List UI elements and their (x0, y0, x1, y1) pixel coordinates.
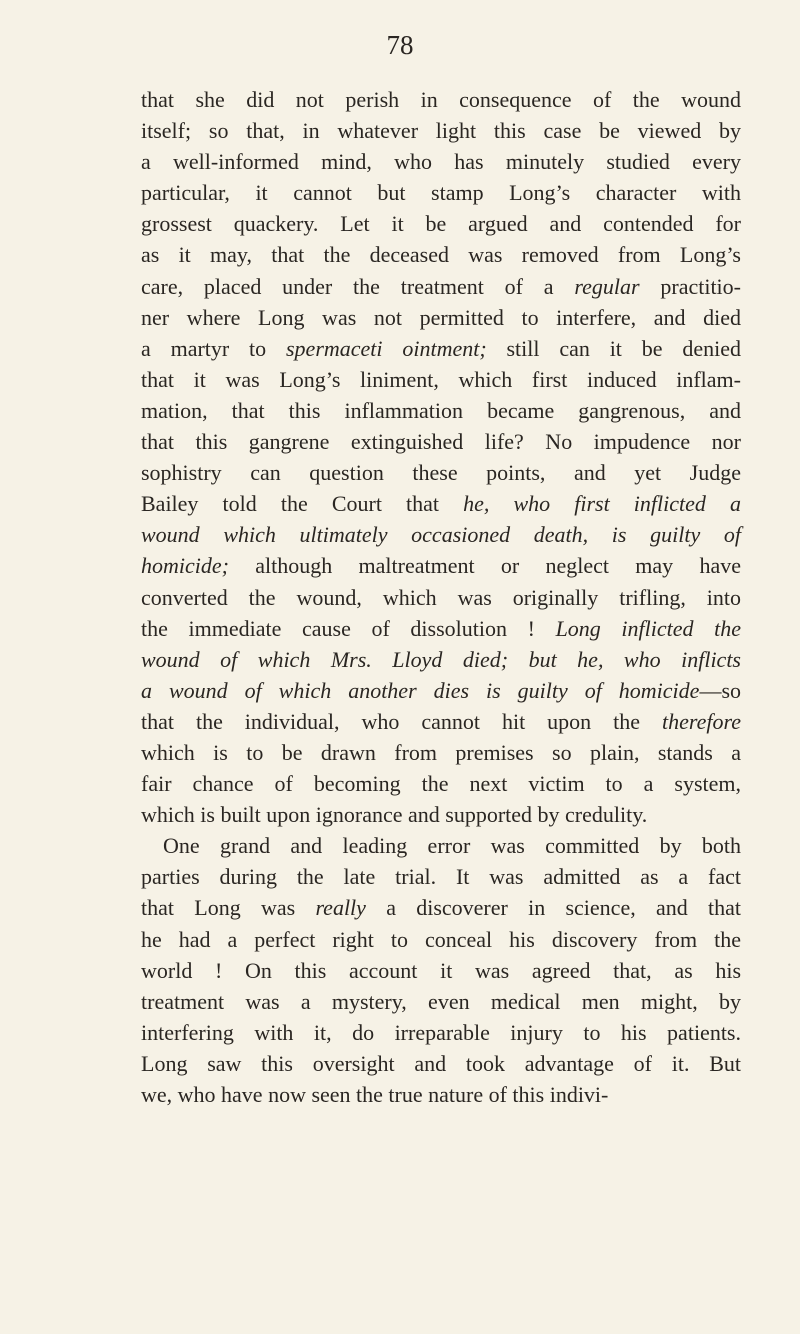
text-segment: care, placed under the treatment of a (141, 273, 575, 299)
text-line (141, 395, 741, 426)
text-segment: interfering with it, do irreparable injury to his patients. (141, 1019, 741, 1045)
text-line (141, 830, 741, 861)
text-segment: that she did not perish in consequence of the wound (141, 87, 741, 112)
text-line (141, 115, 741, 146)
text-segment: Long saw this oversight and took advantage of it. But (141, 1050, 741, 1076)
text-line (141, 892, 741, 923)
text-line (141, 675, 741, 706)
text-segment: he had a perfect right to conceal his discovery from the (141, 926, 741, 952)
italic-text: wound which ultimately occasioned death, is guilty of (141, 522, 741, 548)
text-segment: although maltreatment or neglect may have (228, 553, 741, 579)
text-line (141, 768, 741, 799)
text-line (141, 1048, 741, 1079)
text-segment: grossest quackery. Let it be argued and contended for (141, 211, 741, 237)
text-segment: that the individual, who cannot hit upon the (141, 708, 662, 734)
text-line (141, 582, 741, 613)
text-segment: still can it be denied (486, 335, 741, 361)
text-segment: —so (699, 677, 741, 703)
page-number: 78 (386, 30, 414, 60)
text-segment: world ! On this account it was agreed that, as his (141, 957, 741, 983)
italic-text: spermaceti ointment; (286, 335, 487, 361)
text-line (141, 208, 741, 239)
italic-text: he, who first inflicted a (463, 491, 741, 517)
text-segment: a well-informed mind, who has minutely studied every (141, 149, 741, 175)
text-segment: that this gangrene extinguished life? No impudence nor (141, 429, 741, 455)
text-line (141, 271, 741, 302)
text-line (141, 955, 741, 986)
italic-text: a wound of which another dies is guilty of homicide (141, 677, 700, 703)
text-segment: particular, it cannot but stamp Long’s character with (141, 180, 741, 206)
text-line (141, 737, 741, 768)
text-line (141, 861, 741, 892)
text-segment: that Long was (141, 895, 316, 921)
text-line (141, 364, 741, 395)
body-text (141, 84, 741, 1110)
text-segment: practitio- (639, 273, 741, 299)
text-segment: sophistry can question these points, and yet Judge (141, 460, 741, 486)
text-segment: a discoverer in science, and that (365, 895, 741, 921)
text-segment: a martyr to (141, 335, 286, 361)
italic-text: homicide; (141, 553, 229, 579)
italic-text: Long inflicted the (555, 615, 742, 641)
text-segment: ner where Long was not permitted to interfere, and died (141, 304, 741, 330)
text-line (141, 488, 741, 519)
text-segment: parties during the late trial. It was admitted as a fact (141, 864, 741, 890)
text-line (141, 84, 741, 115)
text-line (141, 239, 741, 270)
text-line (141, 1017, 741, 1048)
text-line (141, 333, 741, 364)
text-line (141, 302, 741, 333)
text-line (141, 706, 741, 737)
text-line (141, 613, 741, 644)
text-line (141, 644, 741, 675)
text-segment: we, who have now seen the true nature of this indivi- (141, 1082, 609, 1107)
text-segment: that it was Long’s liniment, which first induced inflam- (141, 366, 741, 392)
text-segment: converted the wound, which was originally trifling, into (141, 584, 741, 610)
italic-text: therefore (661, 708, 741, 734)
text-line (141, 146, 741, 177)
text-line (141, 986, 741, 1017)
text-segment: treatment was a mystery, even medical men might, by (141, 988, 741, 1014)
italic-text: really (315, 895, 366, 921)
text-line (141, 550, 741, 581)
text-segment: which is built upon ignorance and supported by credulity. (141, 802, 648, 828)
italic-text: regular (574, 273, 640, 299)
text-line (141, 799, 741, 830)
text-line (141, 457, 741, 488)
text-segment: as it may, that the deceased was removed from Long’s (141, 242, 741, 268)
italic-text: wound of which Mrs. Lloyd died; but he, who inflicts (141, 646, 741, 672)
text-segment: which is to be drawn from premises so plain, stands a (141, 739, 741, 765)
text-segment: Bailey told the Court that (141, 491, 464, 517)
text-line (141, 1079, 741, 1110)
text-line (141, 177, 741, 208)
text-segment: itself; so that, in whatever light this case be viewed by (141, 118, 741, 144)
text-line (141, 924, 741, 955)
text-segment: mation, that this inflammation became gangrenous, and (141, 397, 741, 423)
text-line (141, 426, 741, 457)
text-line (141, 519, 741, 550)
text-segment: fair chance of becoming the next victim to a system, (141, 771, 741, 797)
text-segment: One grand and leading error was committed by both (163, 833, 741, 859)
text-segment: the immediate cause of dissolution ! (141, 615, 556, 641)
